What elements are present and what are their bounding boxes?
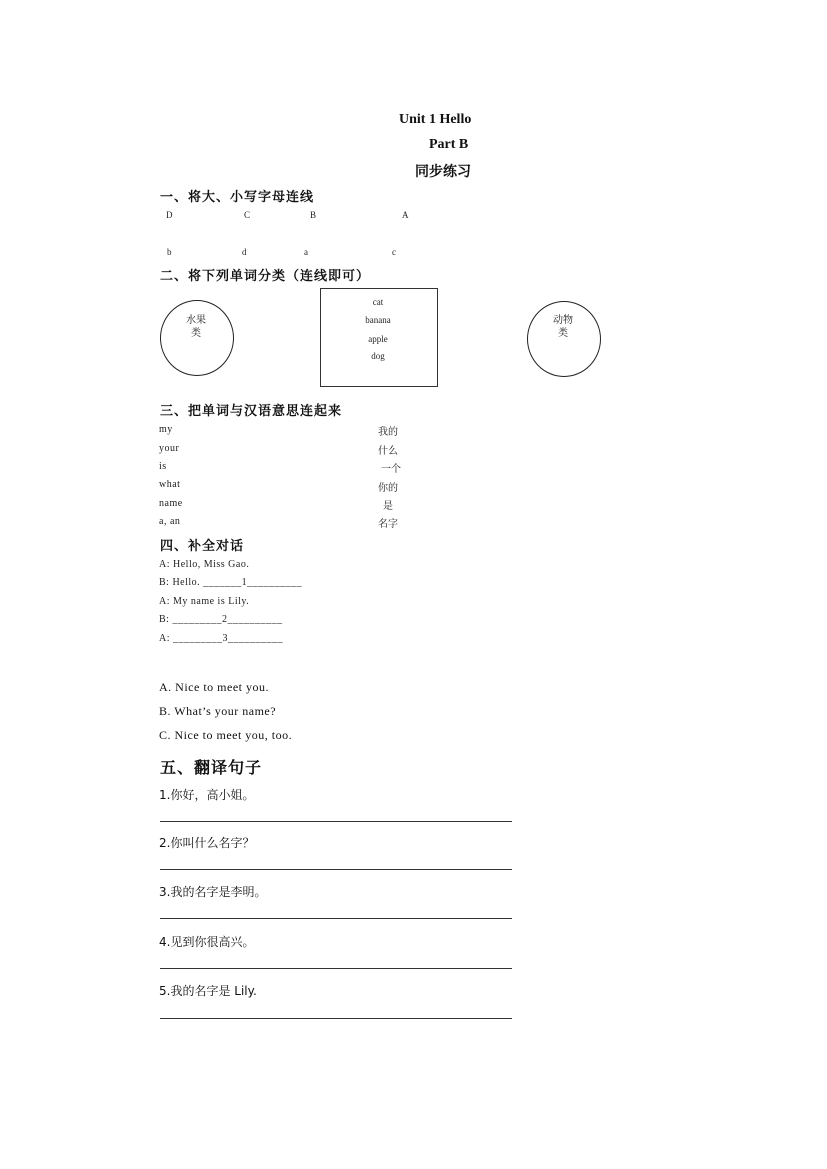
english-word: your	[159, 443, 180, 454]
dialog-option: B. What’s your name?	[159, 704, 277, 718]
dialog-line: A: _________3__________	[159, 633, 283, 644]
english-word: what	[159, 479, 181, 490]
section3-title: 三、把单词与汉语意思连起来	[160, 404, 343, 419]
page-subtitle: 同步练习	[415, 164, 471, 180]
dialog-option: C. Nice to meet you, too.	[159, 728, 293, 742]
word-item: dog	[371, 351, 385, 361]
word-item: banana	[365, 315, 391, 325]
english-word: is	[159, 461, 167, 472]
section2-title: 二、将下列单词分类（连线即可）	[160, 269, 371, 284]
lower-letter: d	[242, 247, 247, 257]
chinese-meaning: 你的	[378, 483, 398, 494]
chinese-meaning: 是	[383, 501, 393, 512]
lower-letter: b	[167, 247, 172, 257]
word-item: apple	[368, 334, 388, 344]
dialog-line: B: Hello. _______1__________	[159, 577, 303, 588]
chinese-meaning: 一个	[381, 464, 401, 475]
lower-letter: a	[304, 247, 308, 257]
english-word: a, an	[159, 516, 181, 527]
upper-letter: B	[310, 210, 317, 220]
upper-letter: A	[402, 210, 409, 220]
chinese-meaning: 我的	[378, 427, 398, 438]
upper-letter: C	[244, 210, 251, 220]
translation-prompt: 3.我的名字是李明。	[159, 885, 267, 899]
section5-title: 五、翻译句子	[160, 758, 263, 777]
dialog-line: A: Hello, Miss Gao.	[159, 559, 250, 570]
chinese-meaning: 名字	[378, 519, 398, 530]
word-item: cat	[372, 297, 384, 307]
english-word: my	[159, 424, 173, 435]
translation-prompt: 2.你叫什么名字？	[159, 836, 255, 850]
section1-title: 一、将大、小写字母连线	[160, 190, 315, 205]
upper-letter: D	[166, 210, 173, 220]
lower-letter: c	[392, 247, 396, 257]
dialog-option: A. Nice to meet you.	[159, 680, 269, 694]
section4-title: 四、补全对话	[160, 539, 245, 554]
answer-line	[160, 869, 512, 870]
dialog-line: B: _________2__________	[159, 614, 283, 625]
answer-line	[160, 821, 512, 822]
fruit-category-label: 水果 类	[186, 315, 206, 339]
unit-title: Unit 1 Hello	[399, 112, 472, 127]
chinese-meaning: 什么	[378, 446, 398, 457]
answer-line	[160, 918, 512, 919]
part-title: Part B	[429, 137, 469, 152]
translation-prompt: 4.见到你很高兴。	[159, 935, 255, 949]
translation-prompt: 5.我的名字是 Lily.	[159, 984, 257, 998]
english-word: name	[159, 498, 183, 509]
answer-line	[160, 1018, 512, 1019]
animal-category-label: 动物 类	[553, 315, 573, 339]
answer-line	[160, 968, 512, 969]
translation-prompt: 1.你好，高小姐。	[159, 788, 255, 802]
dialog-line: A: My name is Lily.	[159, 596, 250, 607]
